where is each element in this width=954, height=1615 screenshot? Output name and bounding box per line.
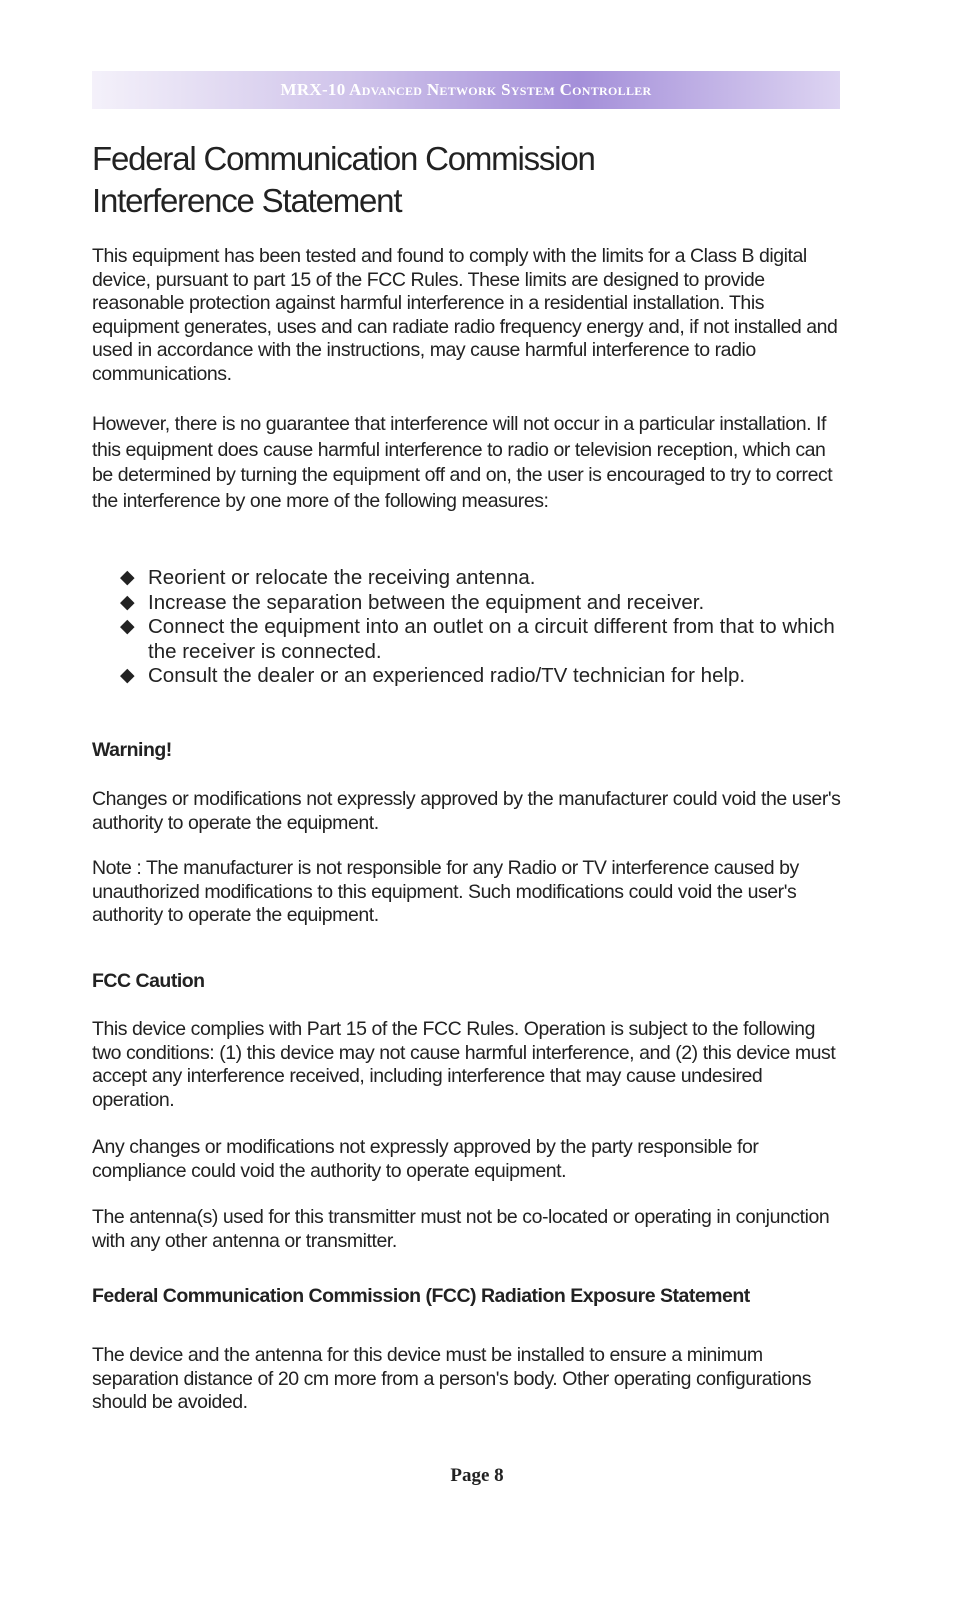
measures-list bbox=[120, 566, 840, 689]
fcc-caution-paragraph-1: This device complies with Part 15 of the FCC Rules. Operation is subject to the following two conditions: (1) this device may not cause harmful interference, and (2) this device must accept any interference received, including interference that may cause undesired operation. bbox=[92, 1018, 836, 1111]
list-item bbox=[120, 664, 840, 689]
diamond-bullet-icon: ◆ bbox=[120, 591, 135, 613]
measure-text: Connect the equipment into an outlet on a circuit different from that to which the receiver is connected. bbox=[148, 615, 835, 663]
header-title: MRX-10 Advanced Network System Controller bbox=[280, 80, 652, 99]
header-band bbox=[92, 71, 840, 109]
page-number: Page 8 bbox=[450, 1465, 504, 1486]
list-item bbox=[120, 566, 840, 591]
measure-text: Increase the separation between the equipment and receiver. bbox=[148, 590, 705, 614]
fcc-caution-heading: FCC Caution bbox=[92, 970, 205, 992]
warning-paragraph-1: Changes or modifications not expressly approved by the manufacturer could void the user's authority to operate the equipment. bbox=[92, 788, 841, 834]
measure-text: Reorient or relocate the receiving antenna. bbox=[148, 566, 536, 589]
diamond-bullet-icon: ◆ bbox=[120, 665, 135, 686]
page-title-line-2: Interference Statement bbox=[92, 182, 402, 219]
warning-note-paragraph: Note : The manufacturer is not responsible for any Radio or TV interference caused by unauthorized modifications to this equipment. Such modifications could void the user's authority to operate the equipment. bbox=[92, 857, 799, 926]
fcc-caution-paragraph-3: The antenna(s) used for this transmitter must not be co-located or operating in conjunction with any other antenna or transmitter. bbox=[92, 1206, 830, 1252]
radiation-heading: Federal Communication Commission (FCC) Radiation Exposure Statement bbox=[92, 1285, 750, 1307]
page-title-line-1: Federal Communication Commission bbox=[92, 140, 595, 177]
list-item bbox=[120, 591, 840, 616]
radiation-paragraph: The device and the antenna for this device must be installed to ensure a minimum separation distance of 20 cm more from a person's body. Other operating configurations should be avoided. bbox=[92, 1344, 812, 1413]
diamond-bullet-icon: ◆ bbox=[120, 616, 135, 637]
page-title bbox=[92, 138, 852, 222]
fcc-caution-paragraph-2: Any changes or modifications not expressly approved by the party responsible for compliance could void the authority to operate equipment. bbox=[92, 1136, 759, 1182]
warning-heading: Warning! bbox=[92, 739, 172, 761]
intro-paragraph-2: However, there is no guarantee that interference will not occur in a particular installation. If this equipment does cause harmful interference to radio or television reception, which can be determined by turning the equipment off and on, the user is encouraged to try to correct the interference by one more of the following measures: bbox=[92, 413, 833, 512]
intro-paragraph-1: This equipment has been tested and found to comply with the limits for a Class B digital device, pursuant to part 15 of the FCC Rules. These limits are designed to provide reasonable protection against harmful interference in a residential installation. This equipment generates, uses and can radiate radio frequency energy and, if not installed and used in accordance with the instructions, may cause harmful interference to radio communications. bbox=[92, 245, 838, 385]
diamond-bullet-icon: ◆ bbox=[120, 567, 135, 588]
measure-text: Consult the dealer or an experienced radio/TV technician for help. bbox=[148, 664, 746, 687]
list-item bbox=[120, 615, 840, 664]
